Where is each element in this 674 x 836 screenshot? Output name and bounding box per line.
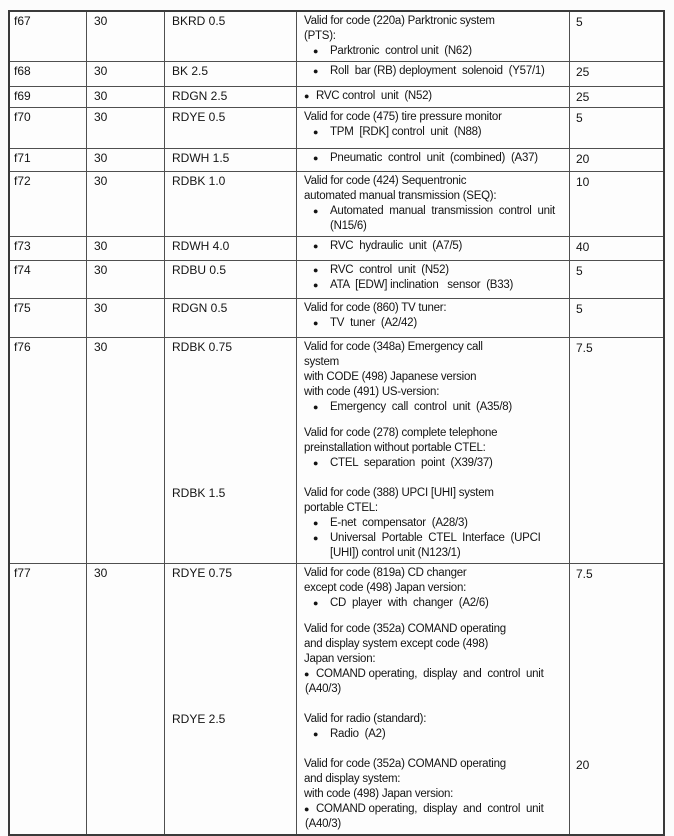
description-line bbox=[304, 546, 567, 561]
wire-color-label: BKRD 0.5 bbox=[172, 14, 226, 28]
description-line-text: Universal Portable CTEL Interface (UPCI bbox=[330, 532, 541, 544]
description-line-text: Valid for code (860) TV tuner: bbox=[304, 302, 447, 314]
fuse-id-label: f77 bbox=[14, 566, 31, 580]
value-cell bbox=[570, 149, 663, 171]
description-line bbox=[304, 64, 567, 79]
wire-color-label: RDBK 1.5 bbox=[172, 486, 226, 500]
table-row bbox=[10, 87, 663, 108]
value-cell bbox=[570, 172, 663, 236]
table-row bbox=[10, 237, 663, 261]
description-line-text: Japan version: bbox=[304, 653, 376, 665]
value-label: 40 bbox=[576, 240, 590, 254]
fuse-id-cell bbox=[10, 12, 87, 61]
description-block bbox=[304, 757, 567, 832]
value-cell bbox=[570, 710, 663, 755]
fuse-id-label: f76 bbox=[14, 340, 31, 354]
wire-color-cell bbox=[165, 237, 297, 260]
description-line-text: with code (491) US-version: bbox=[304, 386, 440, 398]
description-cell bbox=[297, 755, 570, 834]
table-row bbox=[10, 149, 663, 172]
table-row bbox=[10, 12, 663, 62]
bullet-icon: ● bbox=[304, 804, 310, 814]
value-cell bbox=[570, 12, 663, 61]
section bbox=[165, 87, 663, 107]
fuse-id-cell bbox=[10, 62, 87, 86]
sections-container bbox=[165, 12, 663, 61]
description-line-text: Valid for code (220a) Parktronic system bbox=[304, 15, 495, 27]
description-cell bbox=[297, 87, 570, 107]
value-label: 5 bbox=[576, 264, 583, 278]
description-line bbox=[304, 278, 567, 293]
description-line-text: [UHI]) control unit (N123/1) bbox=[330, 547, 461, 559]
value-cell bbox=[570, 564, 663, 710]
description-line bbox=[304, 125, 567, 140]
description-line-text: TPM [RDK] control unit (N88) bbox=[330, 126, 482, 138]
bullet-icon: ● bbox=[313, 458, 319, 468]
description-line-text: Valid for code (388) UPCI [UHI] system bbox=[304, 487, 494, 499]
amperage-label: 30 bbox=[94, 239, 108, 253]
description-block bbox=[304, 174, 567, 234]
value-label: 20 bbox=[576, 758, 590, 772]
sections-container bbox=[165, 62, 663, 86]
bullet-icon: ● bbox=[313, 402, 319, 412]
amperage-cell bbox=[87, 149, 165, 171]
description-line-text: and display system except code (498) bbox=[304, 638, 489, 650]
description-line-text: Valid for code (352a) COMAND operating bbox=[304, 623, 506, 635]
description-cell bbox=[297, 149, 570, 171]
value-cell bbox=[570, 484, 663, 563]
table-row bbox=[10, 564, 663, 834]
description-block bbox=[304, 301, 567, 331]
bullet-icon: ● bbox=[313, 533, 319, 543]
wire-color-cell bbox=[165, 87, 297, 107]
bullet-icon: ● bbox=[313, 729, 319, 739]
description-line-text: (PTS): bbox=[304, 30, 336, 42]
description-line-text: RVC hydraulic unit (A7/5) bbox=[330, 240, 463, 252]
wire-color-cell bbox=[165, 172, 297, 236]
description-line-text: system bbox=[304, 356, 339, 368]
description-line-text: and display system: bbox=[304, 773, 401, 785]
bullet-icon: ● bbox=[304, 91, 310, 101]
fuse-id-cell bbox=[10, 149, 87, 171]
section bbox=[165, 172, 663, 236]
value-label: 7.5 bbox=[576, 567, 593, 581]
description-line bbox=[304, 151, 567, 166]
description-line-text: CD player with changer (A2/6) bbox=[330, 597, 489, 609]
fuse-id-label: f68 bbox=[14, 64, 31, 78]
value-label: 25 bbox=[576, 90, 590, 104]
value-cell bbox=[570, 338, 663, 484]
description-line-text: Valid for code (348a) Emergency call bbox=[304, 341, 483, 353]
wire-color-cell bbox=[165, 338, 297, 484]
description-block bbox=[304, 566, 567, 611]
description-line bbox=[304, 14, 567, 29]
description-line bbox=[304, 772, 567, 787]
description-cell bbox=[297, 62, 570, 86]
amperage-label: 30 bbox=[94, 14, 108, 28]
description-line-text: preinstallation without portable CTEL: bbox=[304, 442, 486, 454]
wire-color-cell bbox=[165, 755, 297, 834]
fuse-id-label: f73 bbox=[14, 239, 31, 253]
bullet-icon: ● bbox=[313, 127, 319, 137]
sections-container bbox=[165, 261, 663, 298]
section bbox=[165, 261, 663, 298]
description-line bbox=[304, 44, 567, 59]
bullet-icon: ● bbox=[304, 669, 310, 679]
description-line bbox=[304, 596, 567, 611]
description-line-text: Automated manual transmission control unit bbox=[330, 205, 556, 217]
wire-color-cell bbox=[165, 108, 297, 148]
description-line bbox=[304, 566, 567, 581]
bullet-icon: ● bbox=[313, 318, 319, 328]
description-line bbox=[304, 712, 567, 727]
fuse-id-cell bbox=[10, 261, 87, 298]
section bbox=[165, 62, 663, 86]
amperage-cell bbox=[87, 564, 165, 834]
description-line bbox=[304, 370, 567, 385]
description-block bbox=[304, 89, 567, 104]
description-block bbox=[304, 263, 567, 293]
wire-color-cell bbox=[165, 299, 297, 337]
wire-color-label: RDWH 4.0 bbox=[172, 239, 230, 253]
fuse-id-cell bbox=[10, 237, 87, 260]
description-line bbox=[304, 426, 567, 441]
bullet-icon: ● bbox=[313, 518, 319, 528]
description-line bbox=[304, 456, 567, 471]
description-cell bbox=[297, 237, 570, 260]
description-line-text: Roll bar (RB) deployment solenoid (Y57/1) bbox=[330, 65, 545, 77]
wire-color-cell bbox=[165, 484, 297, 563]
section bbox=[165, 237, 663, 260]
description-line-text: except code (498) Japan version: bbox=[304, 582, 467, 594]
section bbox=[165, 149, 663, 171]
description-line bbox=[304, 239, 567, 254]
amperage-cell bbox=[87, 172, 165, 236]
description-block bbox=[304, 110, 567, 140]
amperage-cell bbox=[87, 87, 165, 107]
amperage-label: 30 bbox=[94, 64, 108, 78]
value-cell bbox=[570, 261, 663, 298]
description-line bbox=[304, 757, 567, 772]
description-cell bbox=[297, 299, 570, 337]
description-line-text: Emergency call control unit (A35/8) bbox=[330, 401, 512, 413]
description-line-text: automated manual transmission (SEQ): bbox=[304, 190, 497, 202]
amperage-label: 30 bbox=[94, 263, 108, 277]
section bbox=[165, 299, 663, 337]
amperage-cell bbox=[87, 108, 165, 148]
value-cell bbox=[570, 62, 663, 86]
value-cell bbox=[570, 299, 663, 337]
bullet-icon: ● bbox=[313, 66, 319, 76]
description-line-text: with code (498) Japan version: bbox=[304, 788, 454, 800]
section bbox=[165, 12, 663, 61]
value-label: 5 bbox=[576, 111, 583, 125]
description-line-text: Valid for radio (standard): bbox=[304, 713, 427, 725]
fuse-id-cell bbox=[10, 564, 87, 834]
wire-color-label: RDGN 2.5 bbox=[172, 89, 228, 103]
fuse-id-label: f74 bbox=[14, 263, 31, 277]
wire-color-label: RDGN 0.5 bbox=[172, 301, 228, 315]
description-line-text: CTEL separation point (X39/37) bbox=[330, 457, 493, 469]
description-block bbox=[304, 622, 567, 697]
sections-container bbox=[165, 172, 663, 236]
description-line-text: RVC control unit (N52) bbox=[330, 264, 449, 276]
wire-color-label: RDBK 0.75 bbox=[172, 340, 233, 354]
description-line bbox=[304, 263, 567, 278]
description-line bbox=[304, 441, 567, 456]
description-line bbox=[304, 501, 567, 516]
description-cell bbox=[297, 338, 570, 484]
amperage-label: 30 bbox=[94, 566, 108, 580]
description-line-text: RVC control unit (N52) bbox=[316, 90, 432, 102]
description-cell bbox=[297, 261, 570, 298]
amperage-cell bbox=[87, 338, 165, 563]
description-line-text: (A40/3) bbox=[305, 683, 341, 695]
description-line bbox=[304, 316, 567, 331]
description-line bbox=[304, 219, 567, 234]
bullet-icon: ● bbox=[313, 280, 319, 290]
value-label: 7.5 bbox=[576, 341, 593, 355]
description-line-text: Valid for code (475) tire pressure monitor bbox=[304, 111, 502, 123]
description-line-text: TV tuner (A2/42) bbox=[330, 317, 417, 329]
description-line bbox=[304, 667, 567, 682]
bullet-icon: ● bbox=[313, 153, 319, 163]
description-line bbox=[304, 516, 567, 531]
table-row bbox=[10, 338, 663, 564]
value-label: 5 bbox=[576, 15, 583, 29]
description-line bbox=[304, 340, 567, 355]
amperage-cell bbox=[87, 261, 165, 298]
description-line-text: Valid for code (352a) COMAND operating bbox=[304, 758, 506, 770]
sections-container bbox=[165, 108, 663, 148]
description-line bbox=[304, 385, 567, 400]
description-line bbox=[304, 622, 567, 637]
description-line bbox=[304, 89, 567, 104]
wire-color-label: RDYE 0.75 bbox=[172, 566, 233, 580]
description-line-text: COMAND operating, display and control unit bbox=[316, 803, 544, 815]
description-line bbox=[304, 189, 567, 204]
description-line bbox=[304, 204, 567, 219]
table-row bbox=[10, 299, 663, 338]
description-line-text: Valid for code (819a) CD changer bbox=[304, 567, 467, 579]
bullet-icon: ● bbox=[313, 46, 319, 56]
table-row bbox=[10, 172, 663, 237]
wire-color-cell bbox=[165, 564, 297, 710]
description-line bbox=[304, 637, 567, 652]
fuse-id-cell bbox=[10, 172, 87, 236]
description-line-text: (N15/6) bbox=[330, 220, 367, 232]
table-row bbox=[10, 62, 663, 87]
wire-color-label: BK 2.5 bbox=[172, 64, 209, 78]
description-line bbox=[304, 682, 567, 697]
section bbox=[165, 755, 663, 834]
sections-container bbox=[165, 237, 663, 260]
description-line bbox=[304, 652, 567, 667]
description-line-text: Radio (A2) bbox=[330, 728, 386, 740]
description-line bbox=[304, 802, 567, 817]
value-label: 20 bbox=[576, 152, 590, 166]
sections-container bbox=[165, 564, 663, 834]
wire-color-cell bbox=[165, 261, 297, 298]
description-block bbox=[304, 151, 567, 166]
description-line-text: Parktronic control unit (N62) bbox=[330, 45, 472, 57]
fuse-id-cell bbox=[10, 108, 87, 148]
bullet-icon: ● bbox=[313, 241, 319, 251]
wire-color-cell bbox=[165, 149, 297, 171]
description-line-text: with CODE (498) Japanese version bbox=[304, 371, 477, 383]
description-line-text: (A40/3) bbox=[305, 818, 341, 830]
table-row bbox=[10, 261, 663, 299]
value-cell bbox=[570, 108, 663, 148]
wire-color-label: RDWH 1.5 bbox=[172, 151, 230, 165]
description-block bbox=[304, 239, 567, 254]
amperage-cell bbox=[87, 12, 165, 61]
amperage-cell bbox=[87, 237, 165, 260]
amperage-cell bbox=[87, 62, 165, 86]
table-row bbox=[10, 108, 663, 149]
wire-color-label: RDYE 2.5 bbox=[172, 712, 226, 726]
fuse-table bbox=[8, 10, 665, 836]
description-line-text: Valid for code (424) Sequentronic bbox=[304, 175, 467, 187]
fuse-id-label: f67 bbox=[14, 14, 31, 28]
description-line bbox=[304, 301, 567, 316]
value-label: 5 bbox=[576, 302, 583, 316]
sections-container bbox=[165, 149, 663, 171]
section bbox=[165, 710, 663, 755]
document-page bbox=[8, 10, 665, 836]
section bbox=[165, 564, 663, 710]
value-cell bbox=[570, 87, 663, 107]
wire-color-label: RDBU 0.5 bbox=[172, 263, 227, 277]
description-line bbox=[304, 400, 567, 415]
sections-container bbox=[165, 299, 663, 337]
value-label: 10 bbox=[576, 175, 590, 189]
description-line bbox=[304, 817, 567, 832]
amperage-label: 30 bbox=[94, 110, 108, 124]
description-cell bbox=[297, 710, 570, 755]
description-line bbox=[304, 727, 567, 742]
wire-color-label: RDBK 1.0 bbox=[172, 174, 226, 188]
fuse-id-cell bbox=[10, 338, 87, 563]
sections-container bbox=[165, 87, 663, 107]
description-line bbox=[304, 174, 567, 189]
description-block bbox=[304, 426, 567, 471]
value-cell bbox=[570, 237, 663, 260]
description-line bbox=[304, 29, 567, 44]
description-cell bbox=[297, 564, 570, 710]
amperage-label: 30 bbox=[94, 301, 108, 315]
description-line bbox=[304, 355, 567, 370]
sections-container bbox=[165, 338, 663, 563]
description-line-text: E-net compensator (A28/3) bbox=[330, 517, 468, 529]
fuse-id-cell bbox=[10, 87, 87, 107]
bullet-icon: ● bbox=[313, 206, 319, 216]
description-block bbox=[304, 340, 567, 415]
fuse-id-label: f72 bbox=[14, 174, 31, 188]
bullet-icon: ● bbox=[313, 598, 319, 608]
description-block bbox=[304, 14, 567, 59]
description-line-text: portable CTEL: bbox=[304, 502, 378, 514]
description-line bbox=[304, 531, 567, 546]
wire-color-cell bbox=[165, 12, 297, 61]
wire-color-label: RDYE 0.5 bbox=[172, 110, 226, 124]
amperage-label: 30 bbox=[94, 151, 108, 165]
description-block bbox=[304, 486, 567, 561]
fuse-id-label: f69 bbox=[14, 89, 31, 103]
description-cell bbox=[297, 484, 570, 563]
description-line bbox=[304, 110, 567, 125]
description-line-text: Valid for code (278) complete telephone bbox=[304, 427, 498, 439]
value-label: 25 bbox=[576, 65, 590, 79]
description-block bbox=[304, 712, 567, 742]
description-block bbox=[304, 64, 567, 79]
section bbox=[165, 484, 663, 563]
amperage-label: 30 bbox=[94, 89, 108, 103]
bullet-icon: ● bbox=[313, 265, 319, 275]
description-cell bbox=[297, 12, 570, 61]
description-line bbox=[304, 787, 567, 802]
section bbox=[165, 338, 663, 484]
description-line-text: Pneumatic control unit (combined) (A37) bbox=[330, 152, 538, 164]
wire-color-cell bbox=[165, 62, 297, 86]
description-line-text: ATA [EDW] inclination sensor (B33) bbox=[330, 279, 514, 291]
description-line bbox=[304, 581, 567, 596]
fuse-id-label: f71 bbox=[14, 151, 31, 165]
amperage-cell bbox=[87, 299, 165, 337]
amperage-label: 30 bbox=[94, 340, 108, 354]
section bbox=[165, 108, 663, 148]
fuse-id-cell bbox=[10, 299, 87, 337]
wire-color-cell bbox=[165, 710, 297, 755]
description-line bbox=[304, 486, 567, 501]
amperage-label: 30 bbox=[94, 174, 108, 188]
fuse-id-label: f75 bbox=[14, 301, 31, 315]
description-cell bbox=[297, 172, 570, 236]
description-cell bbox=[297, 108, 570, 148]
description-line-text: COMAND operating, display and control unit bbox=[316, 668, 544, 680]
fuse-id-label: f70 bbox=[14, 110, 31, 124]
value-cell bbox=[570, 755, 663, 834]
